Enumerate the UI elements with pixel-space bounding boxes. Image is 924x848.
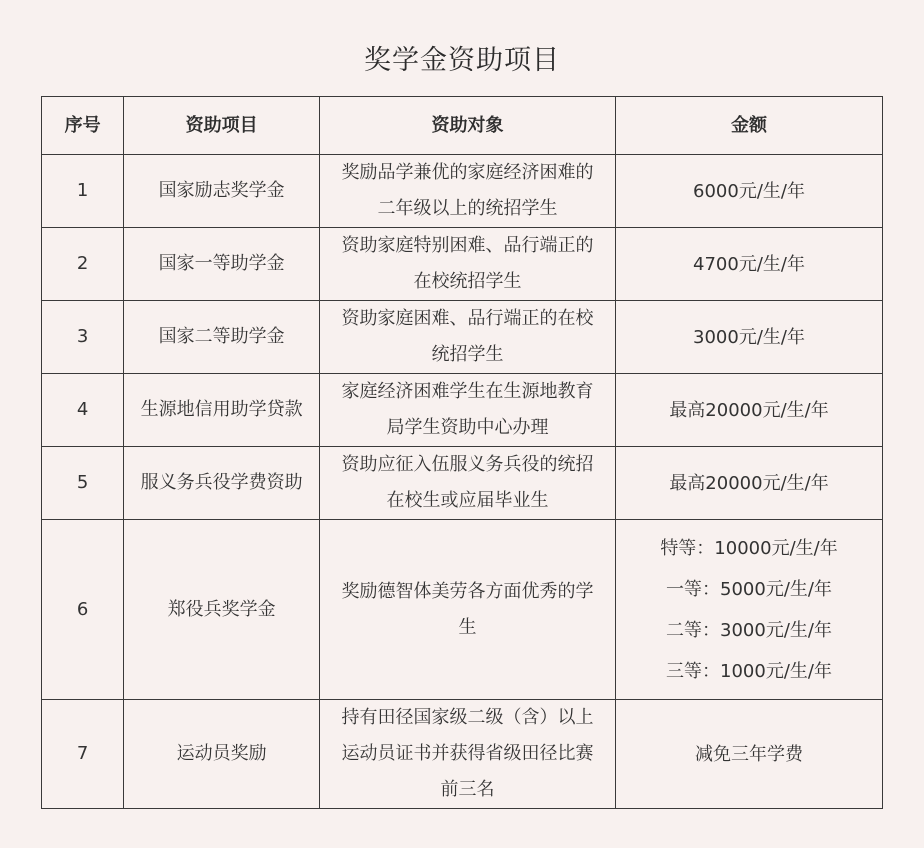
table-row	[42, 374, 883, 447]
row-amount	[616, 520, 883, 700]
row-project: 生源地信用助学贷款	[124, 374, 320, 447]
amount-line: 二等：3000元/生/年	[666, 619, 832, 641]
amount-line: 最高20000元/生/年	[669, 399, 829, 421]
row-target: 奖励品学兼优的家庭经济困难的二年级以上的统招学生	[319, 155, 615, 228]
table-header-row	[42, 97, 883, 155]
row-project: 郑役兵奖学金	[124, 520, 320, 700]
amount-line: 6000元/生/年	[693, 180, 805, 202]
table-row	[42, 520, 883, 700]
row-target: 资助家庭特别困难、品行端正的在校统招学生	[319, 228, 615, 301]
table-row	[42, 447, 883, 520]
header-target: 资助对象	[319, 97, 615, 155]
row-target: 家庭经济困难学生在生源地教育局学生资助中心办理	[319, 374, 615, 447]
page-title: 奖学金资助项目	[364, 45, 560, 76]
table-row	[42, 228, 883, 301]
table-row	[42, 301, 883, 374]
table-row	[42, 700, 883, 809]
row-target: 奖励德智体美劳各方面优秀的学生	[319, 520, 615, 700]
amount-line: 三等：1000元/生/年	[666, 660, 832, 682]
row-project: 服义务兵役学费资助	[124, 447, 320, 520]
row-project: 国家励志奖学金	[124, 155, 320, 228]
row-no: 3	[42, 301, 124, 374]
row-amount	[616, 228, 883, 301]
row-amount	[616, 301, 883, 374]
row-target: 持有田径国家级二级（含）以上运动员证书并获得省级田径比赛前三名	[319, 700, 615, 809]
scholarship-table	[41, 96, 883, 809]
amount-line: 最高20000元/生/年	[669, 472, 829, 494]
header-amount: 金额	[616, 97, 883, 155]
row-no: 4	[42, 374, 124, 447]
row-amount	[616, 447, 883, 520]
row-no: 6	[42, 520, 124, 700]
row-amount	[616, 155, 883, 228]
row-target: 资助应征入伍服义务兵役的统招在校生或应届毕业生	[319, 447, 615, 520]
row-no: 1	[42, 155, 124, 228]
table-row	[42, 155, 883, 228]
row-no: 7	[42, 700, 124, 809]
row-no: 2	[42, 228, 124, 301]
amount-line: 减免三年学费	[695, 743, 803, 765]
row-project: 运动员奖励	[124, 700, 320, 809]
header-no: 序号	[42, 97, 124, 155]
amount-line: 一等：5000元/生/年	[666, 578, 832, 600]
row-no: 5	[42, 447, 124, 520]
row-project: 国家一等助学金	[124, 228, 320, 301]
row-amount	[616, 374, 883, 447]
amount-line: 4700元/生/年	[693, 253, 805, 275]
amount-line: 3000元/生/年	[693, 326, 805, 348]
row-target: 资助家庭困难、品行端正的在校统招学生	[319, 301, 615, 374]
header-project: 资助项目	[124, 97, 320, 155]
row-project: 国家二等助学金	[124, 301, 320, 374]
row-amount	[616, 700, 883, 809]
amount-line: 特等：10000元/生/年	[660, 537, 838, 559]
